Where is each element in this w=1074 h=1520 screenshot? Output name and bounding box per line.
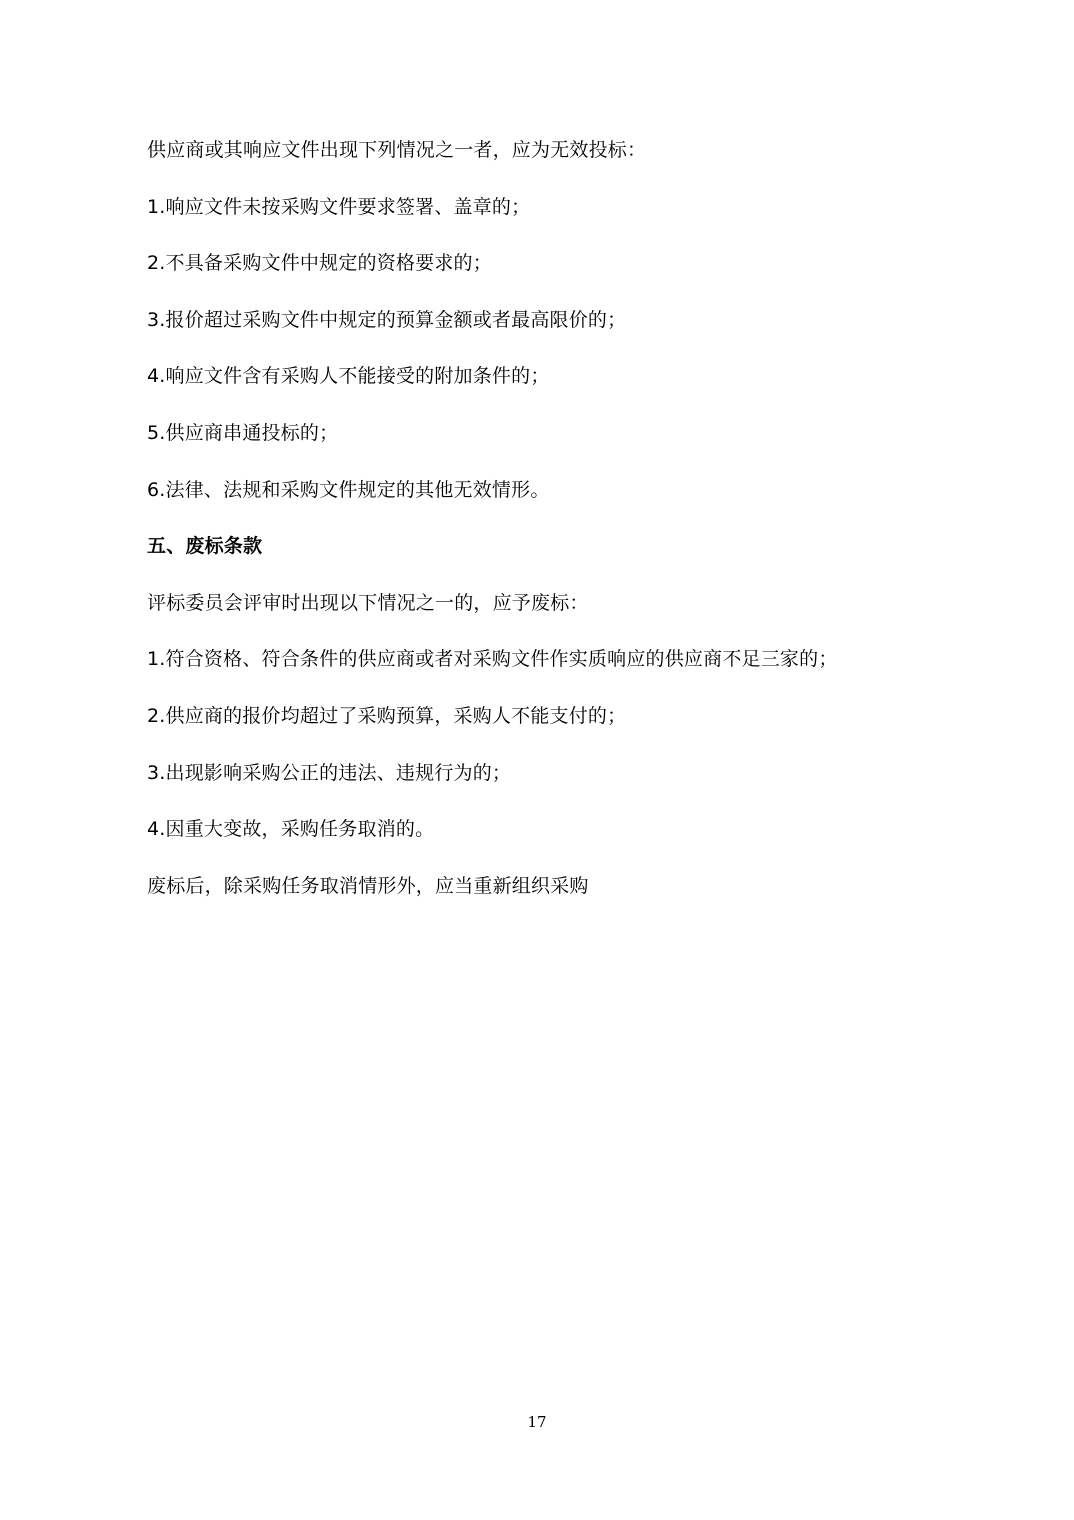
abandon-bid-item-2: 2.供应商的报价均超过了采购预算，采购人不能支付的；: [147, 704, 627, 727]
invalid-bid-item-1: 1.响应文件未按采购文件要求签署、盖章的；: [147, 195, 531, 218]
invalid-bid-item-3: 3.报价超过采购文件中规定的预算金额或者最高限价的；: [147, 308, 627, 331]
section-heading: 五、废标条款: [147, 535, 263, 558]
invalid-bid-item-4: 4.响应文件含有采购人不能接受的附加条件的；: [147, 365, 550, 388]
abandon-bid-intro: 评标委员会评审时出现以下情况之一的，应予废标：: [147, 591, 589, 614]
invalid-bid-item-5: 5.供应商串通投标的；: [147, 421, 339, 444]
abandon-bid-closing: 废标后，除采购任务取消情形外，应当重新组织采购: [147, 874, 589, 897]
page-number: 17: [527, 1413, 547, 1431]
abandon-bid-item-4: 4.因重大变故，采购任务取消的。: [147, 818, 435, 841]
invalid-bid-intro: 供应商或其响应文件出现下列情况之一者，应为无效投标：: [147, 139, 647, 161]
invalid-bid-item-2: 2.不具备采购文件中规定的资格要求的；: [147, 252, 492, 275]
page-content: [147, 136, 947, 928]
abandon-bid-item-1: 1.符合资格、符合条件的供应商或者对采购文件作实质响应的供应商不足三家的；: [147, 648, 838, 671]
abandon-bid-item-3: 3.出现影响采购公正的违法、违规行为的；: [147, 761, 512, 784]
invalid-bid-item-6: 6.法律、法规和采购文件规定的其他无效情形。: [147, 478, 550, 501]
